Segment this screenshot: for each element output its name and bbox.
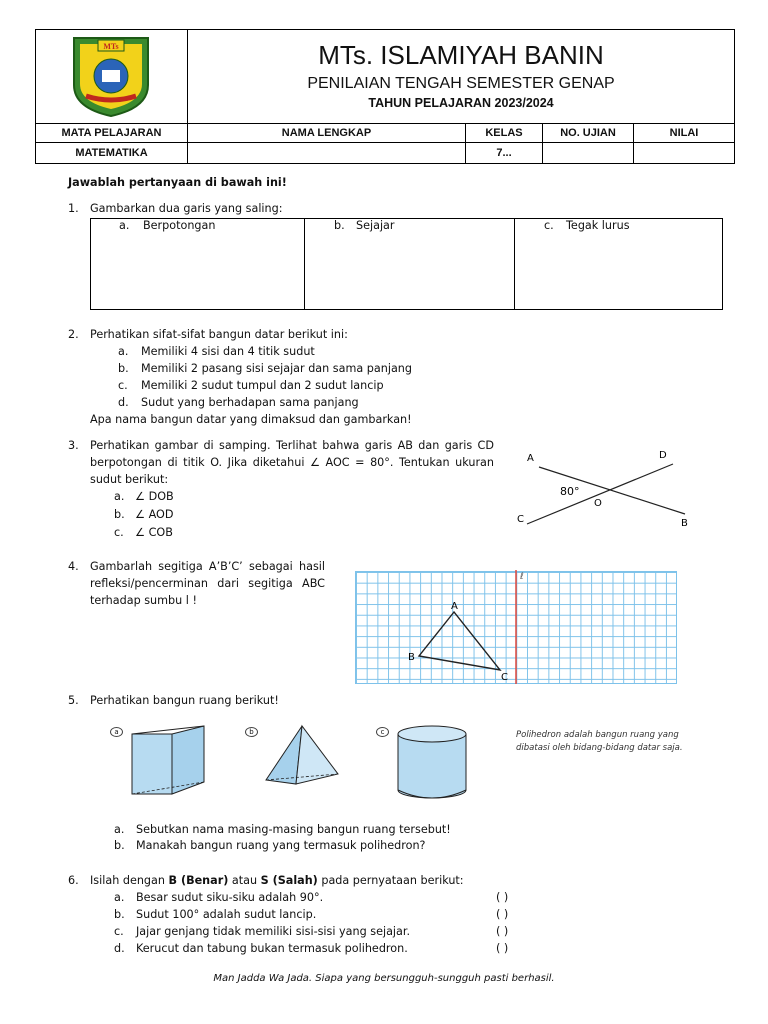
title-cell xyxy=(188,30,735,124)
q6-text: Isilah dengan B (Benar) atau S (Salah) pada pernyataan berikut: xyxy=(90,874,464,887)
q3-text: Perhatikan gambar di samping. Terlihat bahwa garis AB dan garis CD berpotongan di titik O. Jika diketahui ∠ AOC = 80°. Tentukan ukuran sudut berikut: xyxy=(90,439,494,486)
q2-item: Sudut yang berhadapan sama panjang xyxy=(141,396,359,409)
col-name: NAMA LENGKAP xyxy=(188,124,466,143)
q6-item-letter: b. xyxy=(114,908,125,921)
q2-closing: Apa nama bangun datar yang dimaksud dan gambarkan! xyxy=(90,413,412,426)
vertex-c-label: C xyxy=(501,672,508,683)
q6-item-letter: d. xyxy=(114,942,125,955)
q4-figure xyxy=(355,566,679,686)
q6-item-letter: a. xyxy=(114,891,125,904)
name-field[interactable] xyxy=(188,143,466,164)
q2-number: 2. xyxy=(68,328,79,341)
col-subject: MATA PELAJARAN xyxy=(36,124,188,143)
point-b-label: B xyxy=(681,518,688,529)
header-table xyxy=(35,29,735,164)
subject-value: MATEMATIKA xyxy=(36,143,188,164)
col-score: NILAI xyxy=(634,124,735,143)
q3-item: ∠ AOD xyxy=(135,508,174,521)
q3-item-letter: b. xyxy=(114,508,125,521)
q4-number: 4. xyxy=(68,560,79,573)
exam-no-field[interactable] xyxy=(543,143,634,164)
q1-box-c-label: Tegak lurus xyxy=(566,219,630,232)
q3-figure xyxy=(505,444,705,532)
q3-number: 3. xyxy=(68,439,79,452)
q1-box-a-letter: a. xyxy=(119,219,130,232)
vertex-b-label: B xyxy=(408,652,415,663)
class-field[interactable]: 7... xyxy=(466,143,543,164)
prism-shape xyxy=(128,722,208,798)
q1-box-a-label: Berpotongan xyxy=(143,219,216,232)
shape-label: b xyxy=(245,727,258,737)
shape-label: c xyxy=(376,727,389,737)
q6-answer-blank[interactable]: ( ) xyxy=(496,908,509,921)
q1-number: 1. xyxy=(68,202,79,215)
q6-answer-blank[interactable]: ( ) xyxy=(496,925,509,938)
q3-item: ∠ COB xyxy=(135,526,173,539)
point-o-label: O xyxy=(594,498,602,509)
q2-item-letter: a. xyxy=(118,345,129,358)
q1-box-b-label: Sejajar xyxy=(356,219,395,232)
triangle-abc xyxy=(419,612,500,670)
school-logo xyxy=(36,30,186,118)
q6-number: 6. xyxy=(68,874,79,887)
point-c-label: C xyxy=(517,514,524,525)
axis-label: ℓ xyxy=(520,572,524,582)
q1-box-b-letter: b. xyxy=(334,219,345,232)
q6-answer-blank[interactable]: ( ) xyxy=(496,942,509,955)
footer-motto: Man Jadda Wa Jada. Siapa yang bersungguh-sungguh pasti berhasil. xyxy=(213,973,555,984)
q5-item: Manakah bangun ruang yang termasuk polihedron? xyxy=(136,839,426,852)
point-a-label: A xyxy=(527,453,534,464)
school-name: MTs. ISLAMIYAH BANIN xyxy=(318,40,604,70)
col-exam-no: NO. UJIAN xyxy=(543,124,634,143)
q1-box-b[interactable] xyxy=(304,218,515,310)
score-field[interactable] xyxy=(634,143,735,164)
q2-item: Memiliki 2 sudut tumpul dan 2 sudut lancip xyxy=(141,379,384,392)
q5-item: Sebutkan nama masing-masing bangun ruang tersebut! xyxy=(136,823,451,836)
q2-item: Memiliki 4 sisi dan 4 titik sudut xyxy=(141,345,315,358)
logo-text: MTs xyxy=(103,42,119,51)
q3-item-letter: a. xyxy=(114,490,125,503)
q1-box-c-letter: c. xyxy=(544,219,554,232)
pyramid-shape xyxy=(262,722,342,788)
q4-text: Gambarlah segitiga A’B’C’ sebagai hasil refleksi/pencerminan dari segitiga ABC terhadap sumbu l ! xyxy=(90,560,325,607)
angle-label: 80° xyxy=(560,485,580,498)
q6-answer-blank[interactable]: ( ) xyxy=(496,891,509,904)
q2-item-letter: b. xyxy=(118,362,129,375)
q6-item: Besar sudut siku-siku adalah 90°. xyxy=(136,891,324,904)
q6-item: Sudut 100° adalah sudut lancip. xyxy=(136,908,317,921)
true-label: B (Benar) xyxy=(168,874,229,887)
q6-item: Kerucut dan tabung bukan termasuk polihedron. xyxy=(136,942,408,955)
shape-label: a xyxy=(110,727,123,737)
q2-item-letter: c. xyxy=(118,379,128,392)
col-class: KELAS xyxy=(466,124,543,143)
q2-text: Perhatikan sifat-sifat bangun datar berikut ini: xyxy=(90,328,348,341)
point-d-label: D xyxy=(659,450,667,461)
q5-text: Perhatikan bangun ruang berikut! xyxy=(90,694,279,707)
q5-number: 5. xyxy=(68,694,79,707)
school-year: TAHUN PELAJARAN 2023/2024 xyxy=(368,96,554,110)
logo-cell xyxy=(36,30,188,124)
instruction: Jawablah pertanyaan di bawah ini! xyxy=(68,176,287,189)
polyhedron-note: Polihedron adalah bangun ruang yang dibatasi oleh bidang-bidang datar saja. xyxy=(516,730,683,753)
q6-item: Jajar genjang tidak memiliki sisi-sisi yang sejajar. xyxy=(136,925,411,938)
cylinder-shape xyxy=(394,722,470,800)
q2-item: Memiliki 2 pasang sisi sejajar dan sama panjang xyxy=(141,362,412,375)
false-label: S (Salah) xyxy=(260,874,318,887)
q1-box-c[interactable] xyxy=(514,218,723,310)
exam-title: PENILAIAN TENGAH SEMESTER GENAP xyxy=(307,75,615,92)
q3-item: ∠ DOB xyxy=(135,490,174,503)
q6-item-letter: c. xyxy=(114,925,124,938)
line-cd xyxy=(527,464,673,524)
vertex-a-label: A xyxy=(451,601,458,612)
q2-item-letter: d. xyxy=(118,396,129,409)
q3-item-letter: c. xyxy=(114,526,124,539)
q1-text: Gambarkan dua garis yang saling: xyxy=(90,202,283,215)
q5-item-letter: b. xyxy=(114,839,125,852)
q5-item-letter: a. xyxy=(114,823,125,836)
q1-box-a[interactable] xyxy=(90,218,305,310)
